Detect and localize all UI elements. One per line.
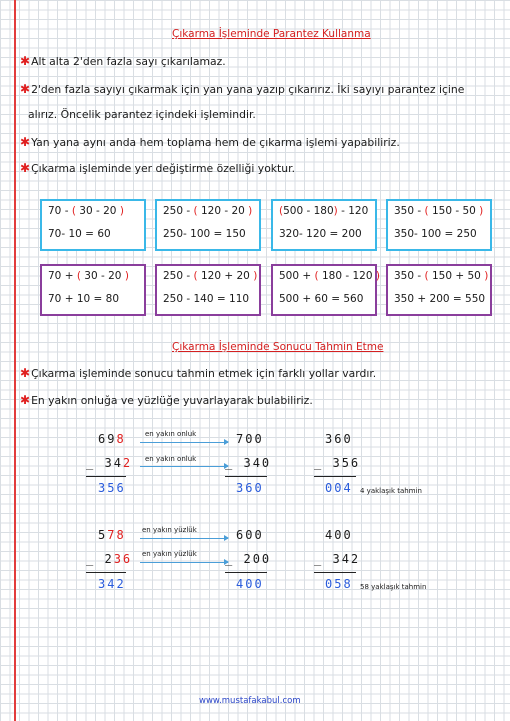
expression-result: 250 - 140 = 110 — [163, 293, 250, 305]
expression: 500 + ( 180 - 120 ) — [279, 270, 380, 282]
section2-title: Çıkarma İşleminde Sonucu Tahmin Etme — [172, 341, 384, 353]
expression-result: 350- 100 = 250 — [394, 228, 477, 240]
arrow-right-icon — [140, 538, 228, 539]
ex1-result: 356 — [98, 481, 126, 495]
ex2-result: 342 — [98, 577, 126, 591]
expression: 350 - ( 150 - 50 ) — [394, 205, 484, 217]
ex2-note: 58 yaklaşık tahmin — [360, 583, 427, 591]
ex2-subtrahend: _ 236 — [86, 552, 133, 566]
rule-3: ✱Yan yana aynı anda hem toplama hem de çıkarma işlemi yapabiliriz. — [20, 135, 400, 149]
section1-title: Çıkarma İşleminde Parantez Kullanma — [172, 28, 371, 40]
arrow-right-icon — [140, 562, 228, 563]
rule-5: ✱Çıkarma işleminde sonucu tahmin etmek için farklı yollar vardır. — [20, 366, 377, 380]
ex1-minuend: 698 — [98, 432, 126, 446]
ex1-est-a: 360 — [325, 432, 353, 446]
ex2-est-a: 400 — [325, 528, 353, 542]
ex1-arrow-label-2: en yakın onluk — [145, 455, 197, 463]
expression: 70 + ( 30 - 20 ) — [48, 270, 129, 282]
ex2-est-line — [314, 572, 356, 573]
expression: 350 - ( 150 + 50 ) — [394, 270, 489, 282]
ex1-est-b: _ 356 — [314, 456, 361, 470]
asterisk-icon: ✱ — [20, 161, 31, 175]
ex1-note: 4 yaklaşık tahmin — [360, 487, 422, 495]
asterisk-icon: ✱ — [20, 135, 31, 149]
expression-result: 320- 120 = 200 — [279, 228, 362, 240]
rule-2-cont: alırız. Öncelik parantez içindeki işlemindir. — [28, 108, 256, 121]
ex2-rounded-line — [225, 572, 267, 573]
ex1-rounded-line — [225, 476, 267, 477]
expression-box — [386, 264, 492, 316]
ex1-rounded-a: 700 — [236, 432, 264, 446]
rule-4: ✱Çıkarma işleminde yer değiştirme özelliği yoktur. — [20, 161, 296, 175]
asterisk-icon: ✱ — [20, 366, 31, 380]
arrow-right-icon — [140, 442, 228, 443]
expression-box — [271, 264, 380, 316]
expression-result: 500 + 60 = 560 — [279, 293, 364, 305]
ex1-subtrahend: _ 342 — [86, 456, 133, 470]
ex1-rounded-b: _ 340 — [225, 456, 272, 470]
ex1-arrow-label-1: en yakın onluk — [145, 430, 197, 438]
footer-website: www.mustafakabul.com — [199, 696, 301, 706]
expression: 250 - ( 120 - 20 ) — [163, 205, 253, 217]
expression: (500 - 180) - 120 — [279, 205, 369, 217]
rule-6: ✱En yakın onluğa ve yüzlüğe yuvarlayarak bulabiliriz. — [20, 393, 313, 407]
expression: 70 - ( 30 - 20 ) — [48, 205, 124, 217]
expression-result: 350 + 200 = 550 — [394, 293, 486, 305]
ex2-arrow-label-2: en yakın yüzlük — [142, 550, 197, 558]
ex2-rounded-result: 400 — [236, 577, 264, 591]
expression-box — [40, 199, 146, 251]
rule-1: ✱Alt alta 2'den fazla sayı çıkarılamaz. — [20, 54, 226, 68]
ex1-est-result: 004 — [325, 481, 353, 495]
rule-2: ✱2'den fazla sayıyı çıkarmak için yan yana yazıp çıkarırız. İki sayıyı parantez içine — [20, 82, 465, 96]
expression-result: 70- 10 = 60 — [48, 228, 111, 240]
ex1-est-line — [314, 476, 356, 477]
ex2-minuend: 578 — [98, 528, 126, 542]
ex1-line — [86, 476, 126, 477]
ex2-arrow-label-1: en yakın yüzlük — [142, 526, 197, 534]
ex2-rounded-b: _ 200 — [225, 552, 272, 566]
expression-box — [386, 199, 492, 251]
ex2-est-b: _ 342 — [314, 552, 361, 566]
expression-result: 250- 100 = 150 — [163, 228, 246, 240]
expression: 250 - ( 120 + 20 ) — [163, 270, 258, 282]
arrow-right-icon — [140, 466, 228, 467]
ex1-rounded-result: 360 — [236, 481, 264, 495]
asterisk-icon: ✱ — [20, 393, 31, 407]
ex2-line — [86, 572, 126, 573]
asterisk-icon: ✱ — [20, 82, 31, 96]
expression-box — [155, 199, 261, 251]
ex2-est-result: 058 — [325, 577, 353, 591]
asterisk-icon: ✱ — [20, 54, 31, 68]
expression-box — [271, 199, 377, 251]
ex2-rounded-a: 600 — [236, 528, 264, 542]
expression-box — [155, 264, 261, 316]
margin-line — [14, 0, 16, 721]
expression-result: 70 + 10 = 80 — [48, 293, 120, 305]
expression-box — [40, 264, 146, 316]
